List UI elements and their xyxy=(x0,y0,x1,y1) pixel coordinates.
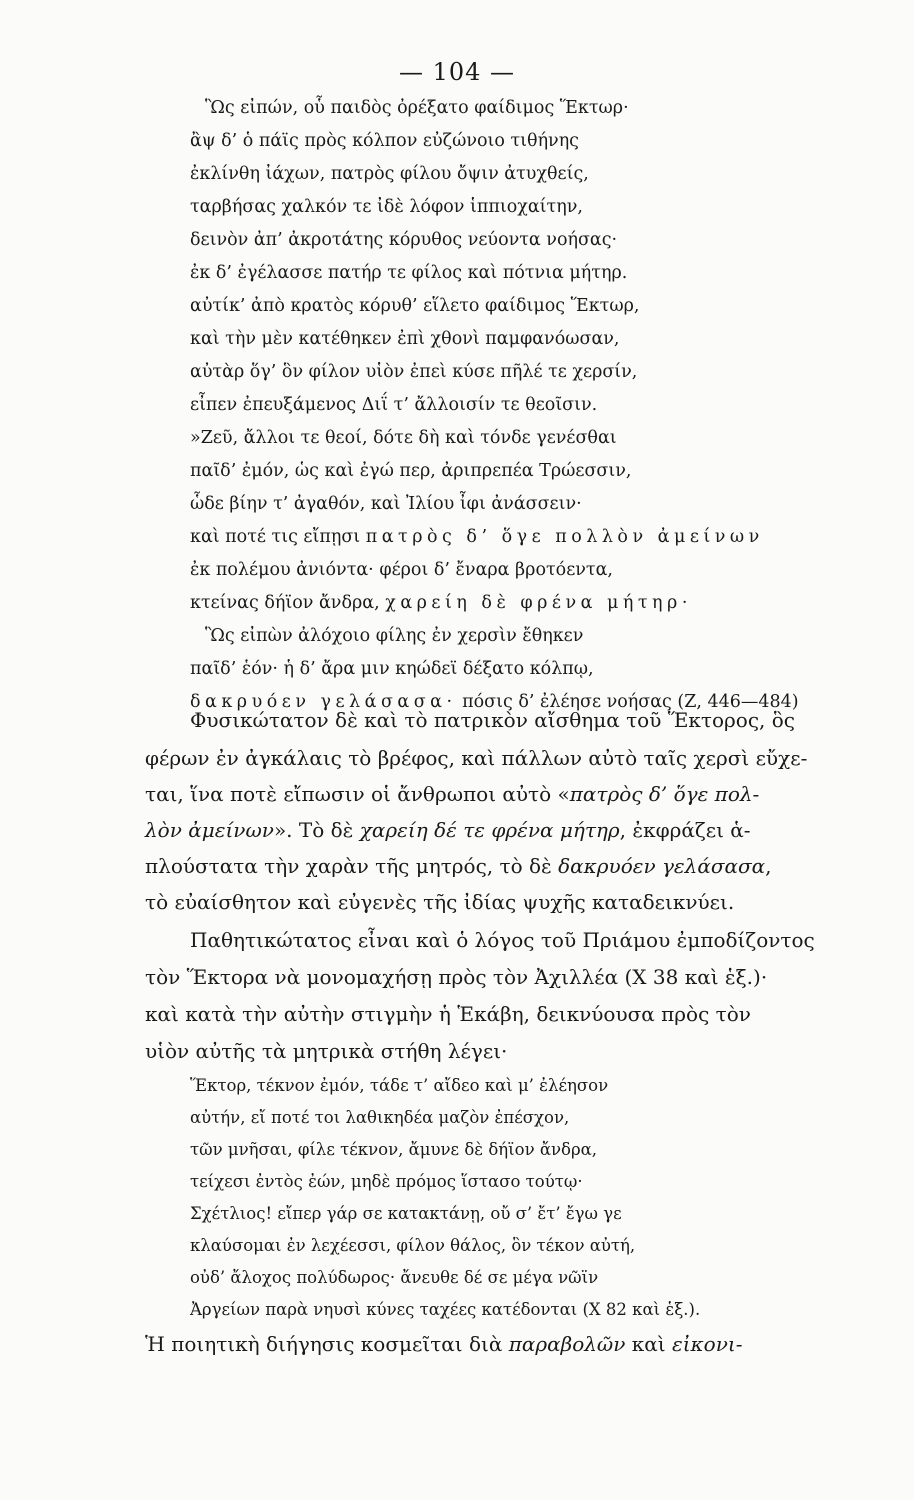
prose-line xyxy=(145,818,751,842)
spaced-emphasis: χαρείη δὲ φρένα μήτηρ· xyxy=(385,593,692,613)
prose-text: Ἡ ποιητικὴ διήγησις κοσμεῖται διὰ xyxy=(145,1332,509,1356)
italic-quote: λὸν ἀμείνων xyxy=(145,818,274,842)
prose-text: , xyxy=(765,854,772,878)
prose-line: καὶ κατὰ τὴν αὐτὴν στιγμὴν ἡ Ἑκάβη, δεικνύουσα πρὸς τὸν xyxy=(145,1002,751,1026)
verse-line: εἶπεν ἐπευξάμενος Διΐ τ’ ἄλλοισίν τε θεοῖσιν. xyxy=(190,395,598,415)
prose-text: ». Τὸ δὲ xyxy=(273,818,360,842)
verse-line: αὐτὰρ ὅγ’ ὃν φίλον υἱὸν ἐπεὶ κύσε πῆλέ τε χερσίν, xyxy=(190,362,638,382)
verse-line: δεινὸν ἀπ’ ἀκροτάτης κόρυθος νεύοντα νοήσας· xyxy=(190,230,618,250)
verse-line: Ὣς εἰπών, οὗ παιδὸς ὀρέξατο φαίδιμος Ἕκτωρ· xyxy=(205,98,629,118)
verse-line xyxy=(190,593,692,613)
prose-text: , ἐκφράζει ἁ- xyxy=(619,818,751,842)
prose-line xyxy=(145,782,759,806)
spaced-emphasis: πατρὸς δ’ ὅγε πολλὸν ἀμείνων xyxy=(365,527,764,547)
verse-line: παῖδ’ ἐμόν, ὡς καὶ ἐγώ περ, ἀριπρεπέα Τρώεσσιν, xyxy=(190,461,632,481)
verse-line: Ἀργείων παρὰ νηυσὶ κύνες ταχέες κατέδονται (Χ 82 καὶ ἑξ.). xyxy=(190,1300,701,1319)
italic-quote: δακρυόεν γελάσασα xyxy=(558,854,766,878)
verse-line: παῖδ’ ἑόν· ἡ δ’ ἄρα μιν κηώδεϊ δέξατο κόλπῳ, xyxy=(190,659,594,679)
verse-text: κτείνας δήϊον ἄνδρα, xyxy=(190,593,386,613)
verse-line: ὧδε βίην τ’ ἀγαθόν, καὶ Ἰλίου ἶφι ἀνάσσειν· xyxy=(190,494,582,514)
italic-quote: πατρὸς δ’ ὅγε πολ- xyxy=(569,782,760,806)
verse-line: τῶν μνῆσαι, φίλε τέκνον, ἄμυνε δὲ δήϊον ἄνδρα, xyxy=(190,1140,598,1159)
prose-text: καὶ xyxy=(625,1332,672,1356)
prose-line: Παθητικώτατος εἶναι καὶ ὁ λόγος τοῦ Πριάμου ἐμποδίζοντος xyxy=(190,928,815,952)
verse-line: κλαύσομαι ἐν λεχέεσσι, φίλον θάλος, ὃν τέκον αὐτή, xyxy=(190,1236,636,1255)
page-number: — 104 — xyxy=(398,58,516,86)
verse-line: ἂψ δ’ ὁ πάϊς πρὸς κόλπον εὐζώνοιο τιθήνης xyxy=(190,131,579,151)
prose-text: πλούστατα τὴν χαρὰν τῆς μητρός, τὸ δὲ xyxy=(145,854,559,878)
verse-line: καὶ τὴν μὲν κατέθηκεν ἐπὶ χθονὶ παμφανόωσαν, xyxy=(190,329,620,349)
verse-line xyxy=(190,527,764,547)
verse-line: αὐτίκ’ ἀπὸ κρατὸς κόρυθ’ εἵλετο φαίδιμος Ἕκτωρ, xyxy=(190,296,640,316)
verse-line: ταρβήσας χαλκόν τε ἰδὲ λόφον ἱππιοχαίτην, xyxy=(190,197,583,217)
verse-line: »Ζεῦ, ἄλλοι τε θεοί, δότε δὴ καὶ τόνδε γενέσθαι xyxy=(190,428,617,448)
verse-line: αὐτήν, εἴ ποτέ τοι λαθικηδέα μαζὸν ἐπέσχον, xyxy=(190,1108,570,1127)
verse-line: ἐκ πολέμου ἀνιόντα· φέροι δ’ ἔναρα βροτόεντα, xyxy=(190,560,613,580)
verse-line: τείχεσι ἐντὸς ἐών, μηδὲ πρόμος ἵστασο τούτῳ· xyxy=(190,1172,583,1191)
italic-term: παραβολῶν xyxy=(508,1332,626,1356)
prose-line: φέρων ἐν ἀγκάλαις τὸ βρέφος, καὶ πάλλων αὐτὸ ταῖς χερσὶ εὔχε- xyxy=(145,746,808,770)
italic-term: εἰκονι- xyxy=(671,1332,743,1356)
verse-line: ἐκλίνθη ἰάχων, πατρὸς φίλου ὄψιν ἀτυχθείς, xyxy=(190,164,589,184)
verse-line: οὐδ’ ἄλοχος πολύδωρος· ἄνευθε δέ σε μέγα νῶϊν xyxy=(190,1268,599,1287)
prose-line: υἱὸν αὐτῆς τὰ μητρικὰ στήθη λέγει· xyxy=(145,1039,508,1063)
verse-line: Σχέτλιος! εἴπερ γάρ σε κατακτάνῃ, οὔ σ’ ἔτ’ ἔγω γε xyxy=(190,1204,622,1223)
prose-line: τὸ εὐαίσθητον καὶ εὐγενὲς τῆς ἰδίας ψυχῆς καταδεικνύει. xyxy=(145,890,735,914)
prose-text: ται, ἵνα ποτὲ εἴπωσιν οἱ ἄνθρωποι αὐτὸ « xyxy=(145,782,570,806)
prose-line: τὸν Ἕκτορα νὰ μονομαχήσῃ πρὸς τὸν Ἀχιλλέα (Χ 38 καὶ ἑξ.)· xyxy=(145,965,768,989)
paragraph-similes xyxy=(145,1332,742,1356)
verse-line: Ὣς εἰπὼν ἀλόχοιο φίλης ἐν χερσὶν ἔθηκεν xyxy=(205,626,584,646)
spaced-emphasis: δακρυόεν γελάσασα· xyxy=(190,692,457,712)
prose-line xyxy=(145,854,772,878)
prose-line: Φυσικώτατον δὲ καὶ τὸ πατρικὸν αἴσθημα τοῦ Ἕκτορος, ὃς xyxy=(190,708,795,732)
verse-text: καὶ ποτέ τις εἴπῃσι xyxy=(190,527,366,547)
verse-line: Ἕκτορ, τέκνον ἐμόν, τάδε τ’ αἴδεο καὶ μ’ ἐλέησον xyxy=(190,1076,609,1095)
verse-text: πόσις δ’ ἐλέησε νοήσας (Ζ, 446—484) xyxy=(456,692,799,712)
verse-line: ἐκ δ’ ἐγέλασσε πατήρ τε φίλος καὶ πότνια μήτηρ. xyxy=(190,263,628,283)
italic-quote: χαρείη δέ τε φρένα μήτηρ xyxy=(359,818,620,842)
